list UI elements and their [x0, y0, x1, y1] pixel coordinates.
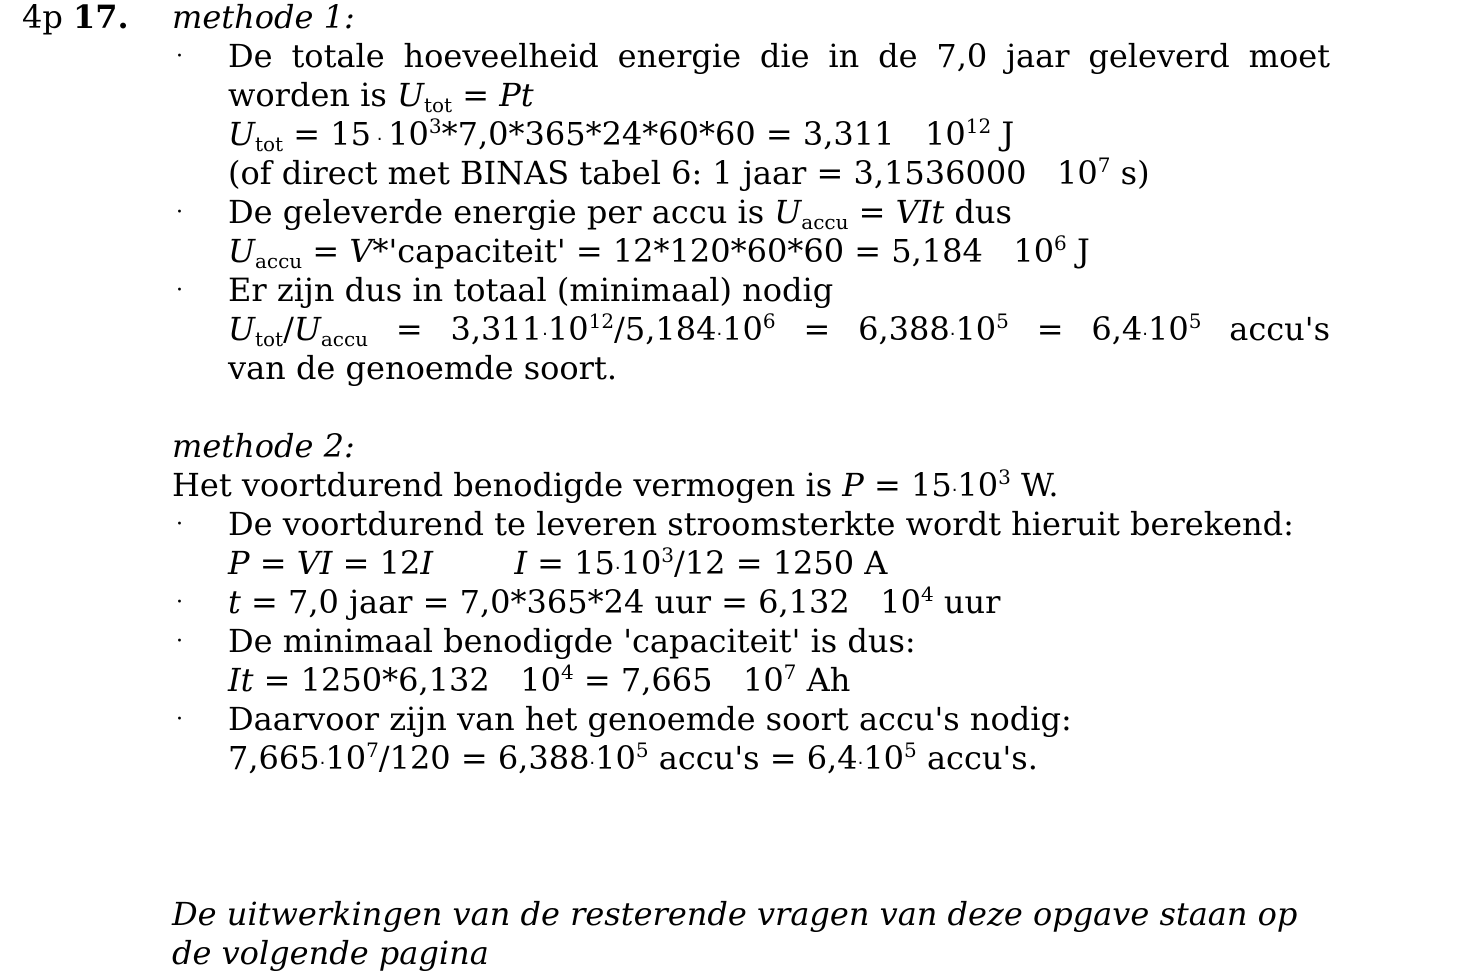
methode1-line-2	[228, 76, 534, 115]
footer-note-line-1: De uitwerkingen van de resterende vragen van deze opgave staan op	[172, 895, 1298, 933]
formula-capacity: It = 1250*6,132 $10^4 = 7,665$ $10^7$ Ah	[228, 660, 851, 699]
footer-note-line-2: de volgende pagina	[172, 934, 489, 972]
bullet-dot: ·	[176, 512, 183, 537]
methode2-line-6: Daarvoor zijn van het genoemde soort accu's nodig:	[228, 700, 1072, 738]
methode1-heading: methode 1:	[172, 0, 355, 36]
bullet-dot: ·	[176, 278, 183, 303]
methode1-line-2-text: worden is	[228, 76, 397, 114]
methode2-heading: methode 2:	[172, 427, 355, 465]
methode1-line-4-text: De geleverde energie per accu is	[228, 193, 775, 231]
formula-uaccu-def: $U_{accu}$ = VIt dus	[774, 193, 1012, 234]
bullet-dot: ·	[176, 629, 183, 654]
bullet-dot: ·	[176, 200, 183, 225]
formula-utot-calc: $U_{tot} = 15 \cdot 10^3*7,0*365*24*60*60 = 3,311$ $10^{12}$ J	[228, 114, 1015, 156]
methode1-line-1: De totale hoeveelheid energie die in de 7,0 jaar geleverd moet	[228, 37, 1330, 75]
question-number	[22, 0, 129, 37]
question-points: 4p	[22, 0, 63, 36]
formula-result: $7,665\cdot 10^7/120 = 6,388\cdot 10^5$ accu's = $6,4\cdot 10^5$ accu's.	[228, 738, 1038, 777]
bullet-dot: ·	[176, 590, 183, 615]
formula-current: P = VI = 12I $I = 15\cdot 10^3/12 = 1250$ A	[228, 543, 888, 582]
binas-note-text: (of direct met BINAS tabel 6: 1 jaar = 3,1536000 10	[228, 154, 1098, 192]
methode2-line-4: De minimaal benodigde 'capaciteit' is dus:	[228, 622, 916, 660]
bullet-dot: ·	[176, 707, 183, 732]
methode2-line-1: De voortdurend te leveren stroomsterkte wordt hieruit berekend:	[228, 505, 1294, 543]
formula-utot-def: $U_{tot} = Pt$	[396, 76, 534, 117]
methode1-line-5: Er zijn dus in totaal (minimaal) nodig	[228, 271, 834, 309]
formula-ratio: $U_{tot}/U_{accu} = 3,311\cdot 10^{12}/5,184\cdot 10^6 = 6,388\cdot 10^5 = 6,4\cdot 10^5$ accu's	[228, 309, 1331, 351]
formula-uaccu-calc: $U_{accu}$ = V*'capaciteit' = 12*120*60*60 = 5,184 $10^6$ J	[228, 231, 1090, 273]
bullet-dot: ·	[176, 44, 183, 69]
methode1-line-4	[228, 193, 1012, 232]
formula-time: t = 7,0 jaar = 7,0*365*24 uur = 6,132 $10^4$ uur	[228, 582, 1001, 621]
question-id: 17.	[73, 0, 129, 36]
binas-note: (of direct met BINAS tabel 6: 1 jaar = 3,1536000 $10^7$ s)	[228, 153, 1150, 192]
methode1-line-6: van de genoemde soort.	[228, 349, 617, 387]
methode2-intro: Het voortdurend benodigde vermogen is $P = 15\cdot 10^3$ W.	[172, 465, 1059, 504]
